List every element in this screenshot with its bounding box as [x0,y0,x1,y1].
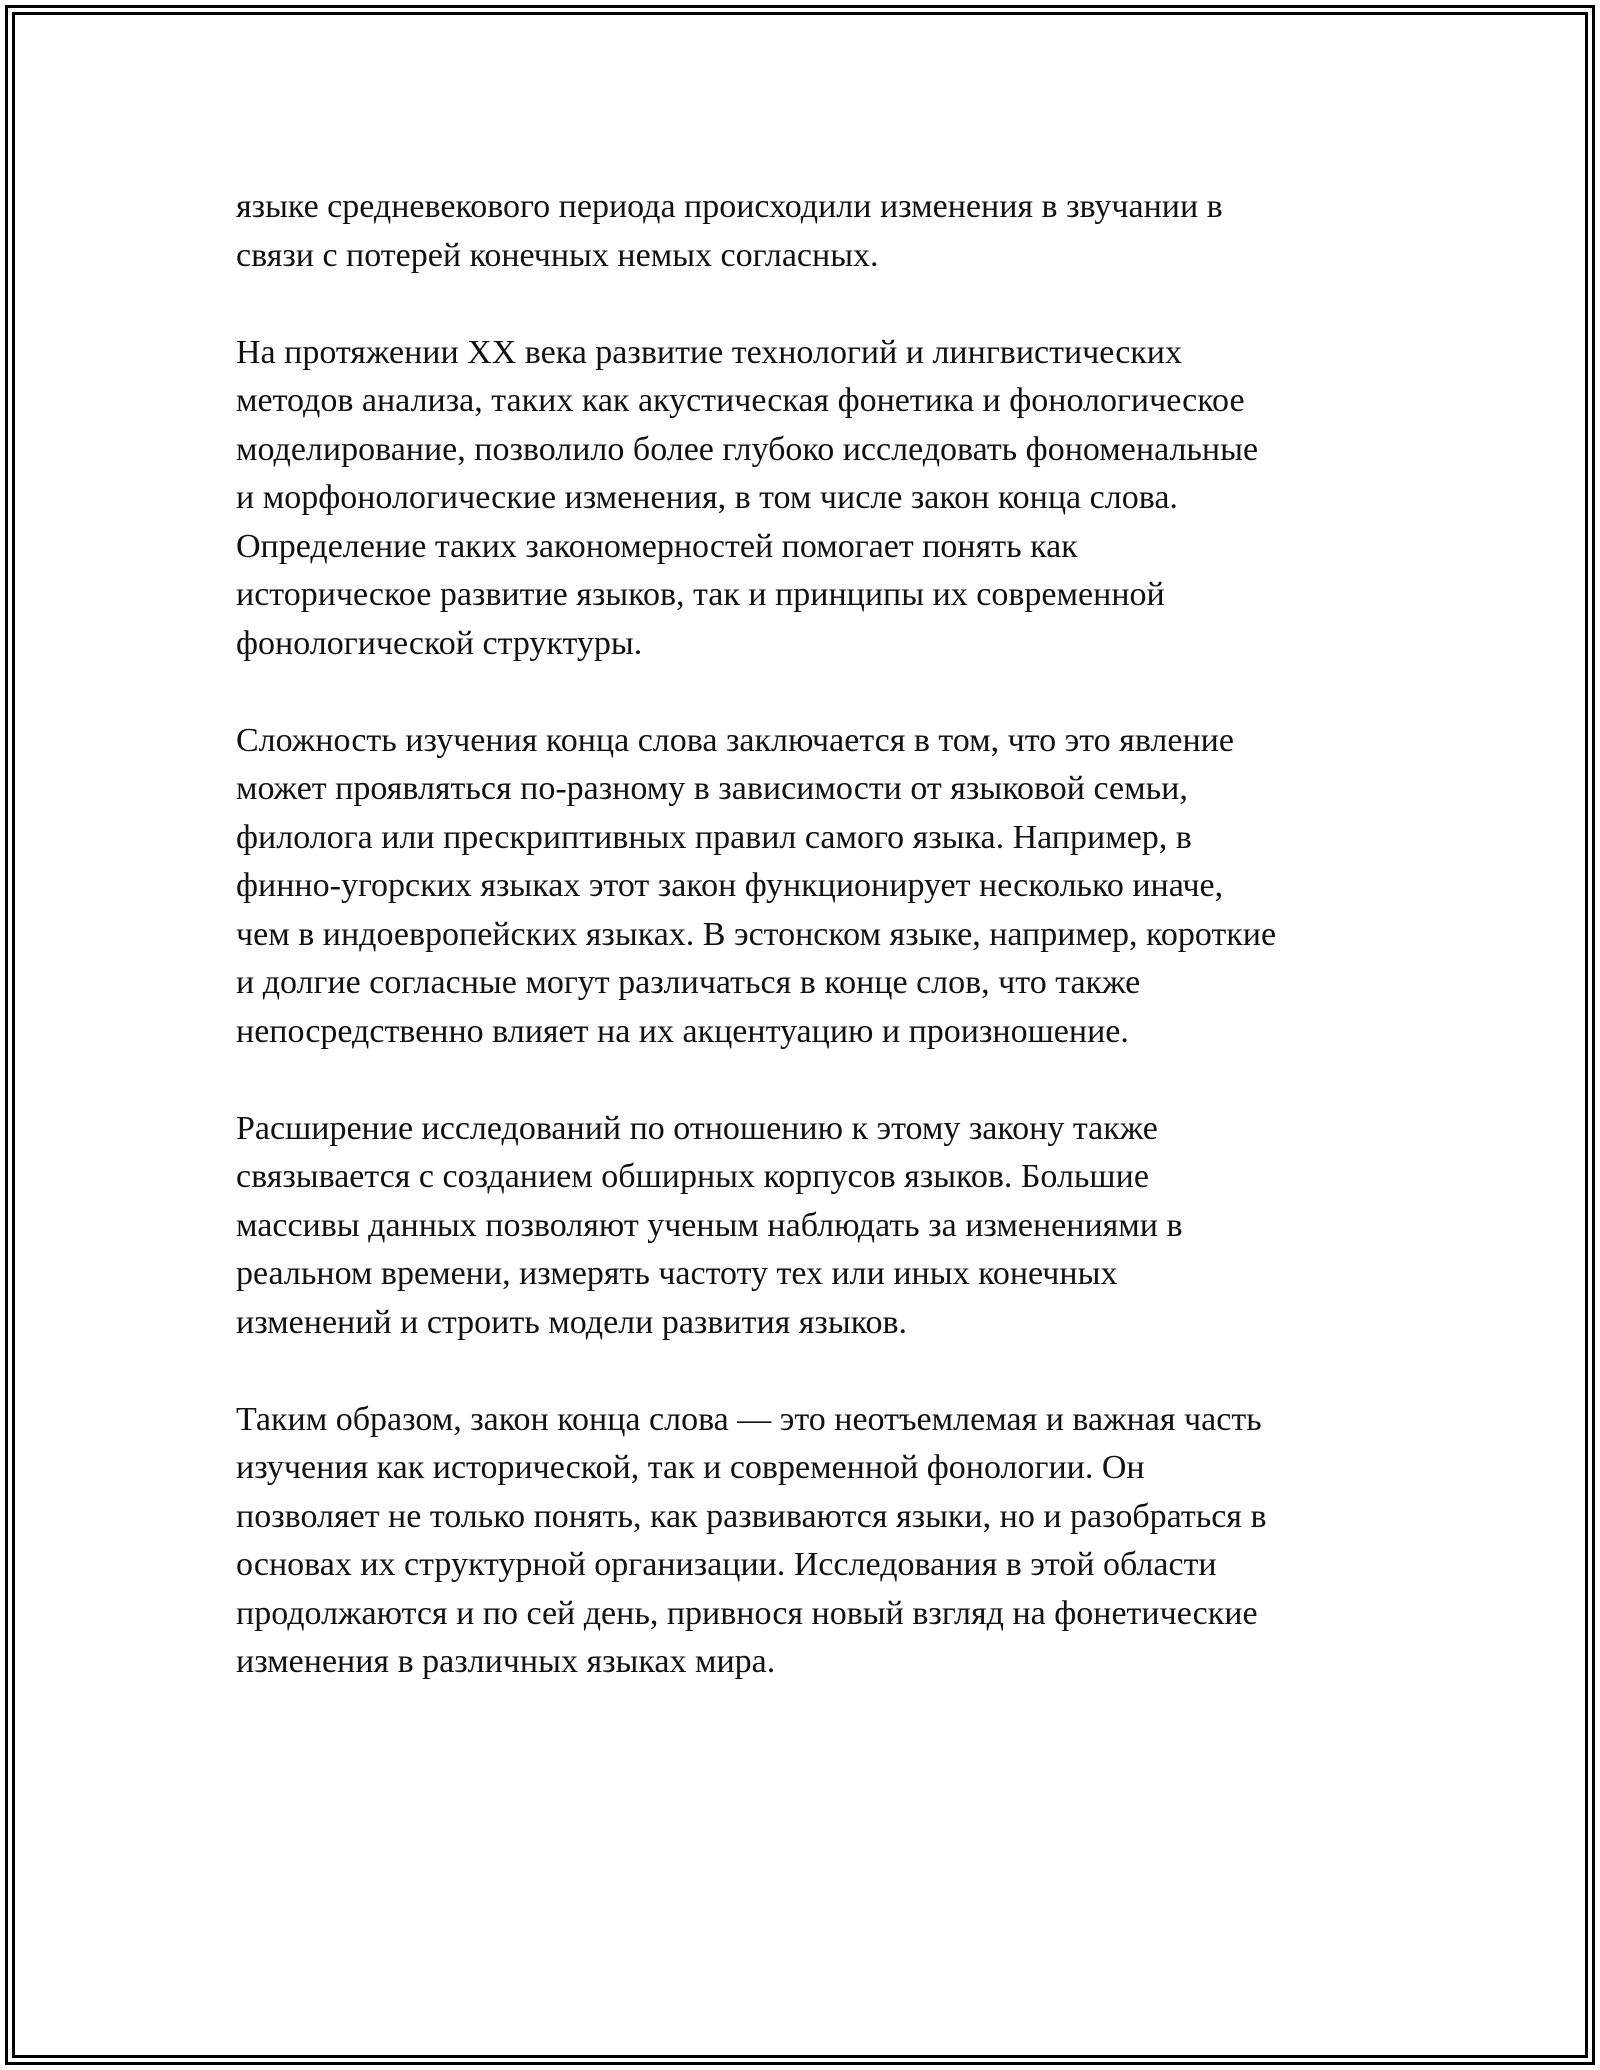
paragraph-4: Расширение исследований по отношению к этому закону также связывается с созданием обширных корпусов языков. Большие массивы данных позволяют ученым наблюдать за изменениями в реальном времени, измерять частоту тех или иных конечных изменений и строить модели развития языков. [236,1109,1183,1341]
paragraph-3: Сложность изучения конца слова заключается в том, что это явление может проявляться по-разному в зависимости от языковой семьи, филолога или прескриптивных правил самого языка. Например, в финно-угорских языках этот закон функционирует несколько иначе, чем в индоевропейских языках. В эстонском языке, например, короткие и долгие согласные могут различаться в конце слов, что также непосредственно влияет на их акцентуацию и произношение. [236,721,1277,1050]
paragraph-1: языке средневекового периода происходили изменения в звучании в связи с потерей конечных немых согласных. [236,188,1223,274]
paragraph-2: На протяжении XX века развитие технологий и лингвистических методов анализа, таких как акустическая фонетика и фонологическое моделирование, позволило более глубоко исследовать фономенальные и морфонологические изменения, в том числе закон конца слова. Определение таких закономерностей помогает понять как историческое развитие языков, так и принципы их современной фонологической структуры. [236,333,1259,662]
document-body [236,183,1376,1735]
paragraph-5: Таким образом, закон конца слова — это неотъемлемая и важная часть изучения как исторической, так и современной фонологии. Он позволяет не только понять, как развиваются языки, но и разобраться в основах их структурной организации. Исследования в этой области продолжаются и по сей день, привнося новый взгляд на фонетические изменения в различных языках мира. [236,1400,1267,1680]
